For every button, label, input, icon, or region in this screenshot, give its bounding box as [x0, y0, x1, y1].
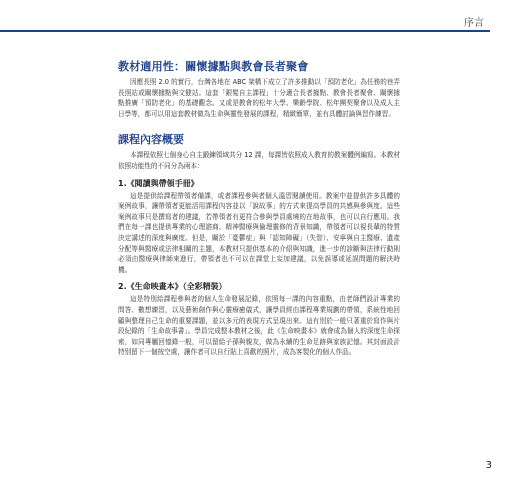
page-number: 3 [485, 460, 492, 471]
overview-paragraph: 本課程依照七個身心自主鍛鍊領域共分 12 課，每課皆依照成人教育的教案體例編寫。本教材依照功能性的不同分為兩本： [118, 151, 400, 170]
item2-heading: 2.《生命映畫本》（全彩精裝） [118, 282, 227, 292]
audience-heading: 教材適用性：關懷據點與教會長者聚會 [118, 60, 309, 73]
item1-paragraph: 這是提供給課程帶領者備課，或者課程參與者個人溫習閱讀使用。教案中並提供許多具體的案例故事，讓帶領者更能活用課程內容並以「說故事」的方式來提高學員的共感與參與度。這些案例故事只是撰寫者的建議，若帶領者有更符合參與學員處境的在地故事，也可以自行應用。我們在每一課也提供專業的心理諮商、精神醫療與倫理靈修的背景知識，帶領者可以視長輩的特質決定講述的深度與廣度。但是，關於「憂鬱症」與「認知障礙」（失智）、安寧與自主醫療、遺產分配等與醫療或法律相關的主題，本教材只提供基本的介紹與知識，進一步的診斷與法律行動則必須由醫療與律師來進行，帶領者也不可以在課堂上妄加建議，以免誤導或延誤問題的解決時機。 [118, 191, 400, 274]
page-body [118, 58, 400, 358]
item1-heading: 1.《閱讀與帶領手冊》 [118, 178, 199, 188]
item2-paragraph: 這是特別給課程參與者的個人生命發展記錄，依照每一課的內容重點，由老師們設計專業的問答、數想練習，以及藝術創作與心靈療癒儀式，讓學員經由課程專業規劃的帶領，系統性地回顧與整理自己生命的重要課題，並以多元的表現方式呈現出來。這有別於一般只著重於寫作與片段紀錄的「生命故事書」。學員完成整本教材之後，此《生命映畫本》就會成為個人的深度生命探索，如同專屬回憶錄一般，可以留給子孫與親友，做為永續的生命足跡與家族記憶。其封面設計特別留下一個按空處，讓作者可以自行貼上喜歡的照片，成為客製化的個人作品。 [118, 295, 400, 357]
header-rule [0, 30, 490, 32]
audience-paragraph: 因應長照 2.0 的實行，台灣各地在 ABC 架構下成立了許多推動以「預防老化」為任務的巷弄長照站或關懷據點與文健站。這套「銀髮自主課程」十分適合長者據點、教會長者聚會、關懷據點推廣「預防老化」的基礎觀念。又或是教會的松年大學、樂齡學院、松年團契聚會以及成人主日學等，都可以用這套教材做為生命與靈性發展的課程，精緻簡單，並有具體討論與習作練習。 [118, 78, 400, 118]
overview-heading: 課程內容概要 [118, 133, 184, 147]
section-label: 序言 [464, 18, 484, 29]
